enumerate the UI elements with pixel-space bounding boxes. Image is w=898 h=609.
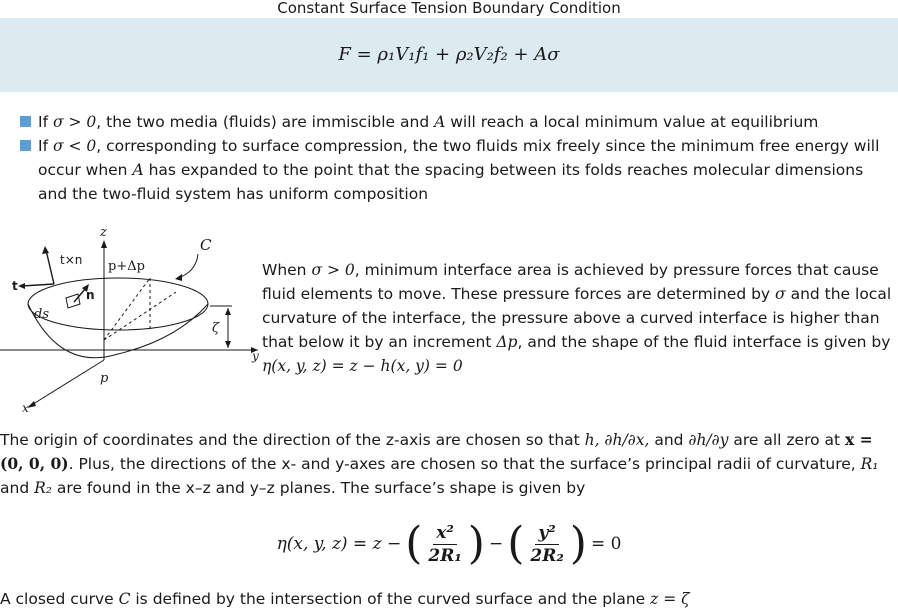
paragraph-text: A closed curve: [0, 590, 119, 608]
z-axis-arrow-icon: [101, 240, 107, 248]
paragraph-math: z = ζ: [650, 590, 690, 608]
bullet-text: , corresponding to surface compression, the two fluids mix freely since the minimum free energy will occur when: [38, 137, 880, 179]
pressure-paragraph: [262, 258, 896, 378]
paragraph-text: , minimum interface area is achieved by pressure forces that cause fluid elements to move. These pressure forces are determined by: [262, 261, 879, 303]
bullet-math: A: [434, 113, 446, 131]
surface-shape-equation: [0, 514, 898, 574]
paragraph-text: is defined by the intersection of the curved surface and the plane: [130, 590, 651, 608]
zeta-label: ζ: [212, 321, 220, 336]
fraction-x: [426, 523, 463, 566]
fraction-numerator: x²: [433, 523, 457, 545]
right-paren: ): [467, 518, 485, 569]
paragraph-math: h, ∂h/∂x,: [584, 431, 650, 449]
curve-c-pointer: [178, 254, 198, 278]
left-paren: (: [507, 518, 525, 569]
bullet-text: has expanded to the point that the spacing between its folds reaches molecular dimensions and the two-fluid system has uniform composition: [38, 161, 864, 203]
interface-shape-equation: η(x, y, z) = z − h(x, y) = 0: [262, 357, 463, 375]
paragraph-math: x = (0, 0, 0): [0, 430, 873, 473]
bullet-text: , the two media (fluids) are immiscible and: [96, 113, 435, 131]
dashed-radius: [104, 278, 150, 340]
fraction-y: [528, 523, 565, 566]
paragraph-text: When: [262, 261, 312, 279]
interface-ellipse: [28, 278, 208, 330]
bullet-square-icon: [20, 116, 31, 127]
c-label: C: [200, 236, 212, 254]
interface-diagram: [0, 222, 260, 417]
paragraph-math: ∂h/∂y: [688, 431, 729, 449]
z-label: z: [100, 225, 107, 240]
free-energy-equation: F = ρ₁V₁f₁ + ρ₂V₂f₂ + Aσ: [338, 44, 560, 65]
bullet-math: σ < 0: [52, 137, 97, 155]
paragraph-math: σ > 0: [311, 261, 355, 279]
paragraph-text: and: [649, 431, 689, 449]
paragraph-math: R₁: [860, 455, 879, 473]
bullet-text: will reach a local minimum value at equilibrium: [445, 113, 819, 131]
coordinates-paragraph: [0, 428, 896, 500]
paragraph-text: The origin of coordinates and the direction of the z-axis are chosen so that: [0, 431, 585, 449]
bullet-math: A: [132, 161, 144, 179]
t-vector: [22, 284, 54, 286]
closed-curve-sentence: [0, 589, 896, 609]
paragraph-text: , and the shape of the fluid interface is given by: [517, 333, 891, 351]
bullet-list: [20, 110, 890, 206]
bullet-text: If: [38, 137, 53, 155]
y-label: y: [252, 349, 259, 363]
bullet-item-immiscible: [20, 110, 890, 134]
paragraph-text: are found in the x–z and y–z planes. The surface’s shape is given by: [51, 479, 586, 497]
equation-lhs: η(x, y, z) = z −: [276, 534, 402, 554]
p-label: p: [100, 371, 109, 386]
equation-rhs: = 0: [590, 534, 622, 554]
fraction-denominator: 2R₂: [530, 545, 564, 566]
paragraph-text: and the local curvature of the interface, the pressure above a curved interface is higher than that below it by an increment: [262, 285, 892, 351]
bullet-item-compression: [20, 134, 890, 206]
txn-label: t×n: [60, 253, 83, 267]
t-label: t: [12, 279, 18, 293]
paragraph-text: and: [0, 479, 35, 497]
equation-box: [0, 18, 898, 92]
zeta-arrow-down-icon: [225, 341, 231, 348]
right-paren: ): [569, 518, 587, 569]
minus-sign: −: [488, 534, 504, 554]
fraction-denominator: 2R₁: [428, 545, 462, 566]
curve-c-arrow-icon: [175, 274, 182, 281]
t-arrow-icon: [18, 283, 25, 289]
bullet-square-icon: [20, 140, 31, 151]
bullet-math: σ > 0: [52, 113, 97, 131]
x-axis-line: [30, 360, 104, 406]
surface-element: [66, 294, 80, 308]
paragraph-text: . Plus, the directions of the x- and y-axes are chosen so that the surface’s principal radii of curvature,: [68, 455, 861, 473]
txn-arrow-icon: [42, 246, 49, 254]
paragraph-text: are all zero at: [728, 431, 846, 449]
dashed-radius-2: [104, 292, 176, 340]
bullet-text: If: [38, 113, 53, 131]
zeta-arrow-up-icon: [225, 308, 231, 315]
paragraph-math: Δp: [496, 333, 518, 351]
n-label: n: [86, 288, 95, 302]
paragraph-math: σ: [775, 285, 786, 303]
slide-title: Constant Surface Tension Boundary Condition: [277, 0, 621, 17]
fraction-numerator: y²: [535, 523, 558, 545]
ds-label: ds: [34, 307, 49, 322]
left-paren: (: [405, 518, 423, 569]
paragraph-math: C: [118, 590, 131, 608]
x-label: x: [22, 401, 29, 415]
paragraph-math: R₂: [34, 479, 52, 497]
txn-vector: [46, 250, 54, 284]
p-plus-dp-label: p+Δp: [108, 259, 145, 274]
